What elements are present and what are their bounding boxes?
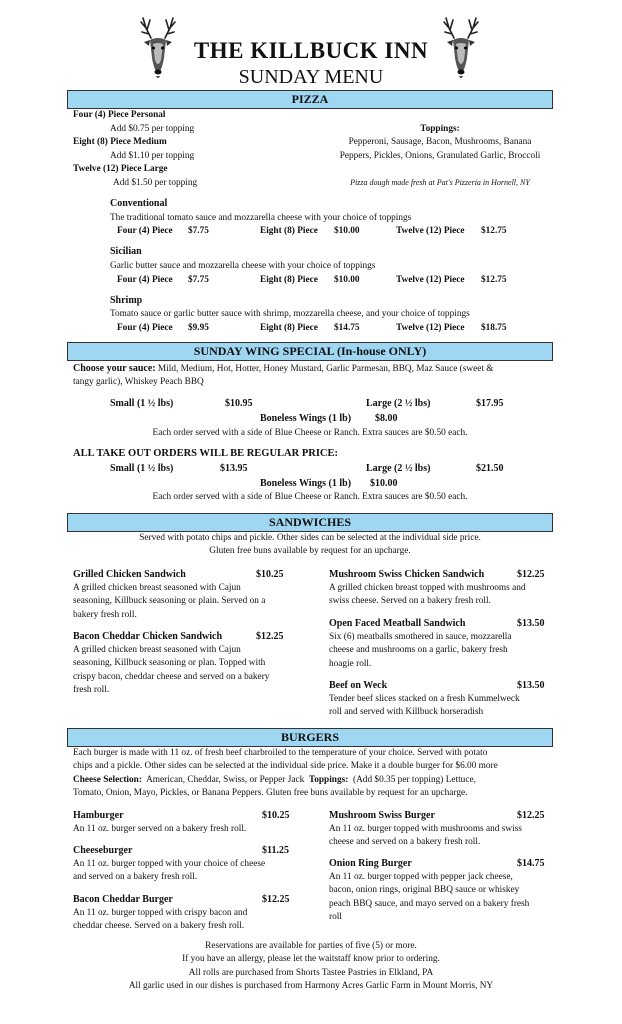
sandwiches-heading: SANDWICHES	[67, 513, 553, 532]
desc-line: swiss cheese. Served on a bakery fresh roll.	[329, 596, 491, 607]
pizza-type-desc: Garlic butter sauce and mozzarella cheese with your choice of toppings	[110, 261, 376, 271]
price-size-label: Four (4) Piece	[117, 275, 173, 285]
pizza-type-desc: Tomato sauce or garlic butter sauce with shrimp, mozzarella cheese, and your choice of toppings	[110, 309, 470, 319]
desc-line: seasoning, Killbuck seasoning or plan. Topped with	[73, 658, 266, 669]
menu-item-desc	[329, 631, 512, 671]
restaurant-title: THE KILLBUCK INN	[193, 38, 429, 63]
menu-item-desc	[73, 644, 269, 698]
menu-item-price: $10.25	[256, 569, 284, 580]
price-value: $7.75	[188, 275, 209, 285]
menu-item-price: $12.25	[256, 631, 284, 642]
menu-item-price: $10.25	[262, 810, 290, 821]
menu-item-desc	[329, 823, 522, 850]
pizza-type-name: Sicilian	[110, 246, 142, 257]
footer-line: All garlic used in our dishes is purchased from Harmony Acres Garlic Farm in Mount Morris, NY	[128, 981, 494, 992]
menu-item-price: $11.25	[262, 845, 289, 856]
burgers-intro3	[73, 774, 553, 787]
wings-sauce-label: Choose your sauce:	[73, 363, 156, 374]
pizza-dough-note: Pizza dough made fresh at Pat's Pizzeria in Hornell, NY	[350, 178, 530, 187]
footer-line: If you have an allergy, please let the waitstaff know prior to ordering.	[182, 954, 440, 965]
pizza-type-name: Shrimp	[110, 295, 143, 306]
menu-item-desc	[73, 858, 265, 885]
footer-line: All rolls are purchased from Shorts Tastee Pastries in Elkland, PA	[188, 967, 434, 978]
sandwiches-intro1: Served with potato chips and pickle. Other sides can be selected at the individual side price.	[139, 533, 481, 543]
price-value: $10.00	[334, 275, 360, 285]
wings-small-price: $10.95	[225, 398, 253, 409]
menu-item-name: Cheeseburger	[73, 845, 133, 856]
menu-item-price: $12.25	[262, 894, 290, 905]
desc-line: An 11 oz. burger served on a bakery fresh roll.	[73, 824, 247, 834]
wings-small-label: Small (1 ½ lbs)	[110, 398, 174, 409]
cheese-selection-text: American, Cheddar, Swiss, or Pepper Jack	[146, 774, 305, 785]
desc-line: and served on a bakery fresh roll.	[73, 872, 198, 883]
desc-line: An 11 oz. burger topped with crispy bacon and	[73, 908, 248, 918]
desc-line: hoagie roll.	[329, 658, 372, 669]
menu-item-name: Open Faced Meatball Sandwich	[329, 618, 466, 629]
price-value: $7.75	[188, 226, 209, 236]
pizza-size-medium: Eight (8) Piece Medium	[73, 137, 167, 147]
price-value: $9.95	[188, 323, 209, 333]
toppings-text: (Add $0.35 per topping) Lettuce,	[353, 774, 476, 785]
menu-item-name: Bacon Cheddar Burger	[73, 894, 173, 905]
price-value: $10.00	[334, 226, 360, 236]
burgers-heading: BURGERS	[67, 728, 553, 747]
takeout-boneless-price: $10.00	[370, 478, 398, 489]
menu-item-name: Onion Ring Burger	[329, 858, 412, 869]
takeout-large-price: $21.50	[476, 463, 504, 474]
pizza-heading: PIZZA	[67, 90, 553, 109]
takeout-heading: ALL TAKE OUT ORDERS WILL BE REGULAR PRICE:	[73, 448, 338, 459]
price-size-label: Eight (8) Piece	[260, 323, 318, 333]
desc-line: bacon, onion rings, original BBQ sauce or whiskey	[329, 885, 520, 896]
menu-item-desc	[329, 871, 529, 925]
desc-line: bakery fresh roll.	[73, 609, 137, 620]
desc-line: Six (6) meatballs smothered in sauce, mozzarella	[329, 632, 512, 642]
pizza-toppings-line1: Pepperoni, Sausage, Bacon, Mushrooms, Banana	[348, 137, 532, 147]
pizza-topping-price-personal: Add $0.75 per topping	[110, 124, 195, 134]
menu-item-desc	[73, 823, 246, 836]
menu-item-desc	[73, 907, 247, 934]
desc-line: cheese and mushrooms on a garlic, bakery fresh	[329, 645, 508, 656]
menu-item-desc	[329, 693, 520, 720]
desc-line: crispy bacon, cheddar cheese and served on a bakery	[73, 671, 270, 682]
takeout-boneless-label: Boneless Wings (1 lb)	[260, 478, 352, 489]
price-size-label: Eight (8) Piece	[260, 275, 318, 285]
desc-line: roll and served with Killbuck horseradish	[329, 707, 484, 718]
footer-line: Reservations are available for parties of five (5) or more.	[205, 941, 417, 951]
desc-line: A grilled chicken breast topped with mushrooms and	[329, 583, 526, 593]
menu-item-price: $12.25	[517, 569, 545, 580]
menu-item-price: $13.50	[517, 680, 545, 691]
price-size-label: Twelve (12) Piece	[396, 226, 465, 236]
toppings-label: Toppings:	[308, 774, 349, 785]
menu-item-name: Hamburger	[73, 810, 124, 821]
menu-item-name: Mushroom Swiss Burger	[329, 810, 435, 821]
desc-line: An 11 oz. burger topped with your choice of cheese	[73, 859, 266, 869]
desc-line: A grilled chicken breast seasoned with Cajun	[73, 645, 241, 655]
pizza-toppings-line2: Peppers, Pickles, Onions, Granulated Garlic, Broccoli	[339, 151, 541, 161]
takeout-large-label: Large (2 ½ lbs)	[366, 463, 431, 474]
pizza-topping-price-medium: Add $1.10 per topping	[110, 151, 195, 161]
pizza-toppings-label: Toppings:	[420, 124, 460, 134]
price-size-label: Four (4) Piece	[117, 226, 173, 236]
price-size-label: Twelve (12) Piece	[396, 323, 465, 333]
price-size-label: Four (4) Piece	[117, 323, 173, 333]
wings-sauce-line1: Mild, Medium, Hot, Hotter, Honey Mustard, Garlic Parmesan, BBQ, Maz Sauce (sweet &	[157, 364, 494, 374]
menu-item-price: $12.25	[517, 810, 545, 821]
wings-large-price: $17.95	[476, 398, 504, 409]
menu-item-name: Beef on Weck	[329, 680, 388, 691]
wings-large-label: Large (2 ½ lbs)	[366, 398, 431, 409]
pizza-size-large: Twelve (12) Piece Large	[73, 164, 168, 174]
pizza-size-personal: Four (4) Piece Personal	[73, 110, 166, 120]
footer-notes	[30, 940, 592, 994]
desc-line: A grilled chicken breast seasoned with Cajun	[73, 583, 241, 593]
wings-sauce-line2: tangy garlic), Whiskey Peach BBQ	[73, 377, 204, 387]
wings-heading: SUNDAY WING SPECIAL (In-house ONLY)	[67, 342, 553, 361]
wings-boneless-price: $8.00	[375, 413, 398, 424]
menu-item-name: Bacon Cheddar Chicken Sandwich	[73, 631, 223, 642]
burgers-intro4: Tomato, Onion, Mayo, Pickles, or Banana Peppers. Gluten free buns available by request for an upcharge.	[73, 788, 468, 799]
menu-item-price: $14.75	[517, 858, 545, 869]
takeout-small-price: $13.95	[220, 463, 248, 474]
takeout-side-note: Each order served with a side of Blue Cheese or Ranch. Extra sauces are $0.50 each.	[152, 492, 468, 502]
burgers-intro2: chips and a pickle. Other sides can be selected at the individual side price. Make it a double burger for $6.00 more	[73, 761, 498, 772]
desc-line: cheddar cheese. Served on a bakery fresh roll.	[73, 921, 245, 932]
sandwiches-intro2: Gluten free buns available by request for an upcharge.	[209, 546, 411, 556]
pizza-topping-price-large: Add $1.50 per topping	[113, 178, 198, 188]
pizza-type-desc: The traditional tomato sauce and mozzarella cheese with your choice of toppings	[110, 213, 412, 223]
menu-item-price: $13.50	[517, 618, 545, 629]
wings-sauce-text	[73, 362, 553, 377]
desc-line: peach BBQ sauce, and mayo served on a bakery fresh	[329, 898, 530, 909]
burgers-intro	[73, 747, 553, 801]
menu-item-desc	[329, 582, 526, 609]
price-value: $14.75	[334, 323, 360, 333]
desc-line: roll	[329, 912, 342, 923]
menu-item-name: Grilled Chicken Sandwich	[73, 569, 186, 580]
price-value: $18.75	[481, 323, 507, 333]
desc-line: seasoning, Killbuck seasoning or plain. Served on a	[73, 596, 266, 607]
price-size-label: Twelve (12) Piece	[396, 275, 465, 285]
cheese-selection-label: Cheese Selection:	[73, 774, 142, 785]
pizza-type-name: Conventional	[110, 198, 168, 209]
menu-item-desc	[73, 582, 265, 622]
wings-side-note: Each order served with a side of Blue Cheese or Ranch. Extra sauces are $0.50 each.	[152, 428, 468, 438]
desc-line: cheese and served on a bakery fresh roll.	[329, 837, 481, 848]
price-value: $12.75	[481, 226, 507, 236]
desc-line: An 11 oz. burger topped with mushrooms and swiss	[329, 824, 522, 834]
price-value: $12.75	[481, 275, 507, 285]
burgers-intro1: Each burger is made with 11 oz. of fresh beef charbroiled to the temperature of your choice. Served with potato	[73, 748, 488, 758]
price-size-label: Eight (8) Piece	[260, 226, 318, 236]
menu-item-name: Mushroom Swiss Chicken Sandwich	[329, 569, 485, 580]
desc-line: fresh roll.	[73, 685, 110, 696]
menu-subtitle: SUNDAY MENU	[238, 66, 384, 88]
desc-line: An 11 oz. burger topped with pepper jack cheese,	[329, 872, 513, 882]
desc-line: Tender beef slices stacked on a fresh Kummelweck	[329, 694, 520, 704]
takeout-small-label: Small (1 ½ lbs)	[110, 463, 174, 474]
wings-boneless-label: Boneless Wings (1 lb)	[260, 413, 352, 424]
